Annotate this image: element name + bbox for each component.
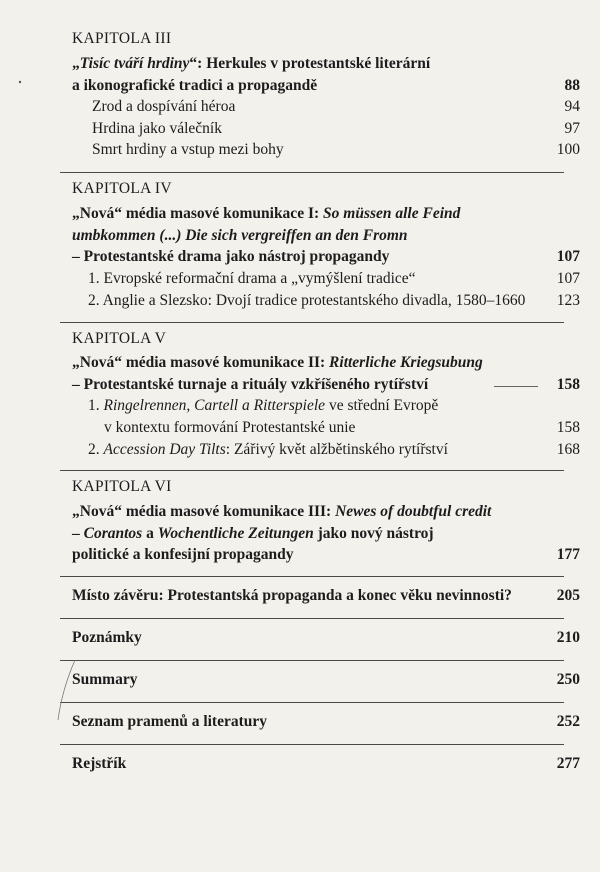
chapter-5-page: 158: [556, 376, 580, 393]
end-page: 250: [556, 671, 580, 688]
end-page: 210: [556, 629, 580, 646]
chapter-3-page: 88: [564, 77, 580, 94]
chapter-3-title-italic: Tisíc tváří hrdiny: [79, 55, 190, 72]
chapter-3-title-text: a ikonografické tradici a propagandě: [72, 77, 318, 94]
section-title: Hrdina jako válečník: [92, 120, 222, 137]
chapter-3-label: KAPITOLA III: [72, 30, 172, 47]
section-page: 100: [556, 141, 580, 158]
chapter-5-subtitle: – Protestantské turnaje a rituály vzkříšeného rytířství: [72, 376, 429, 393]
end-page: 252: [556, 713, 580, 730]
chapter-6-title-italic: Newes of doubtful credit: [335, 503, 492, 520]
chapter-3-title-rest: “: Herkules v protestantské literární: [189, 55, 431, 72]
section-prefix: 2.: [88, 441, 104, 458]
scan-speck: [19, 81, 21, 83]
chapter-4-subtitle: – Protestantské drama jako nástroj propagandy: [72, 248, 390, 265]
section-page: 168: [556, 441, 580, 458]
chapter-6-page: 177: [556, 546, 580, 563]
chapter-5-label: KAPITOLA V: [72, 330, 167, 347]
chapter-6-rest: jako nový nástroj: [313, 525, 434, 542]
chapter-4-title-italic: So müssen alle Feind: [323, 205, 461, 222]
end-title: Summary: [72, 671, 138, 688]
section-title-line2: v kontextu formování Protestantské unie: [104, 419, 356, 436]
end-title: Seznam pramenů a literatury: [72, 713, 268, 730]
chapter-4-page: 107: [556, 248, 580, 265]
chapter-6-title-normal: „Nová“ média masové komunikace III:: [72, 503, 336, 520]
end-title: Poznámky: [72, 629, 142, 646]
chapter-6-mid: a: [142, 525, 158, 542]
section-page: 158: [556, 419, 580, 436]
pencil-stroke: [58, 660, 75, 720]
chapter-6-subtitle: politické a konfesijní propagandy: [72, 546, 294, 563]
chapter-4-label: KAPITOLA IV: [72, 180, 172, 197]
end-page: 277: [556, 755, 580, 772]
chapter-6-italic-b: Wochentliche Zeitungen: [157, 525, 314, 542]
section-title-italic: Ringelrennen, Cartell a Ritterspiele: [103, 397, 326, 414]
end-title: Místo závěru: Protestantská propaganda a konec věku nevinnosti?: [72, 587, 512, 604]
section-title-italic: Accession Day Tilts: [103, 441, 226, 458]
section-title: Zrod a dospívání héroa: [92, 98, 236, 115]
section-title-rest: ve střední Evropě: [325, 397, 439, 414]
section-title-rest: : Zářivý květ alžbětinského rytířství: [225, 441, 448, 458]
end-page: 205: [556, 587, 580, 604]
chapter-4-title-normal: „Nová“ média masové komunikace I:: [72, 205, 324, 222]
chapter-6-italic-a: Corantos: [83, 525, 143, 542]
section-page: 94: [564, 98, 580, 115]
section-page: 97: [564, 120, 580, 137]
section-title: 2. Anglie a Slezsko: Dvojí tradice protestantského divadla, 1580–1660: [88, 292, 526, 309]
chapter-6-dash: –: [72, 525, 84, 542]
section-page: 107: [556, 270, 580, 287]
end-title: Rejstřík: [72, 755, 127, 772]
chapter-3-title-open: „: [72, 55, 80, 72]
chapter-6-label: KAPITOLA VI: [72, 478, 172, 495]
section-page: 123: [556, 292, 580, 309]
chapter-4-title-italic-2: umbkommen (...) Die sich vergreiffen an den Fromn: [72, 227, 408, 244]
chapter-5-title-italic: Ritterliche Kriegsubung: [329, 354, 483, 371]
section-title: 1. Evropské reformační drama a „vymýšlení tradice“: [88, 270, 416, 287]
section-title: Smrt hrdiny a vstup mezi bohy: [92, 141, 284, 158]
section-prefix: 1.: [88, 397, 104, 414]
chapter-5-title-normal: „Nová“ média masové komunikace II:: [72, 354, 330, 371]
